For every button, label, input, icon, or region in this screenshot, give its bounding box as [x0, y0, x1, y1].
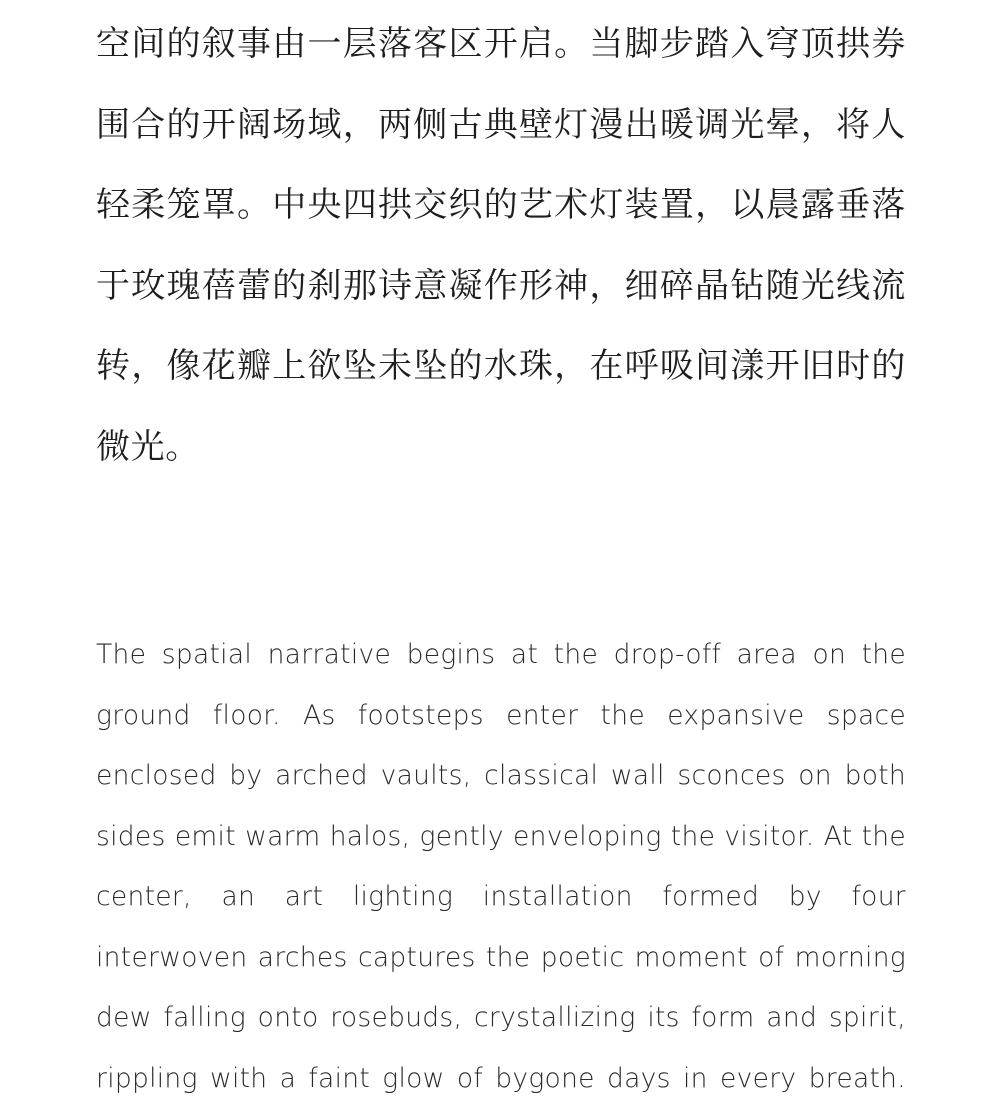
english-paragraph: The spatial narrative begins at the drop-off area on the ground floor. As footsteps enter the expansive space enclosed by arched vaults, classical wall sconces on both sides emit warm halos, gently enveloping the visitor. At the center, an art lighting installation formed by four interwoven arches captures the poetic moment of morning dew falling onto rosebuds, crystallizing its form and spirit, rippling with a faint glow of bygone days in every breath.: [96, 639, 906, 1094]
article-body: [96, 0, 906, 1094]
chinese-paragraph: 空间的叙事由一层落客区开启。当脚步踏入穹顶拱券围合的开阔场域，两侧古典壁灯漫出暖调光晕，将人轻柔笼罩。中央四拱交织的艺术灯装置，以晨露垂落于玫瑰蓓蕾的刹那诗意凝作形神，细碎晶钻随光线流转，像花瓣上欲坠未坠的水珠，在呼吸间漾开旧时的微光。: [96, 24, 906, 467]
